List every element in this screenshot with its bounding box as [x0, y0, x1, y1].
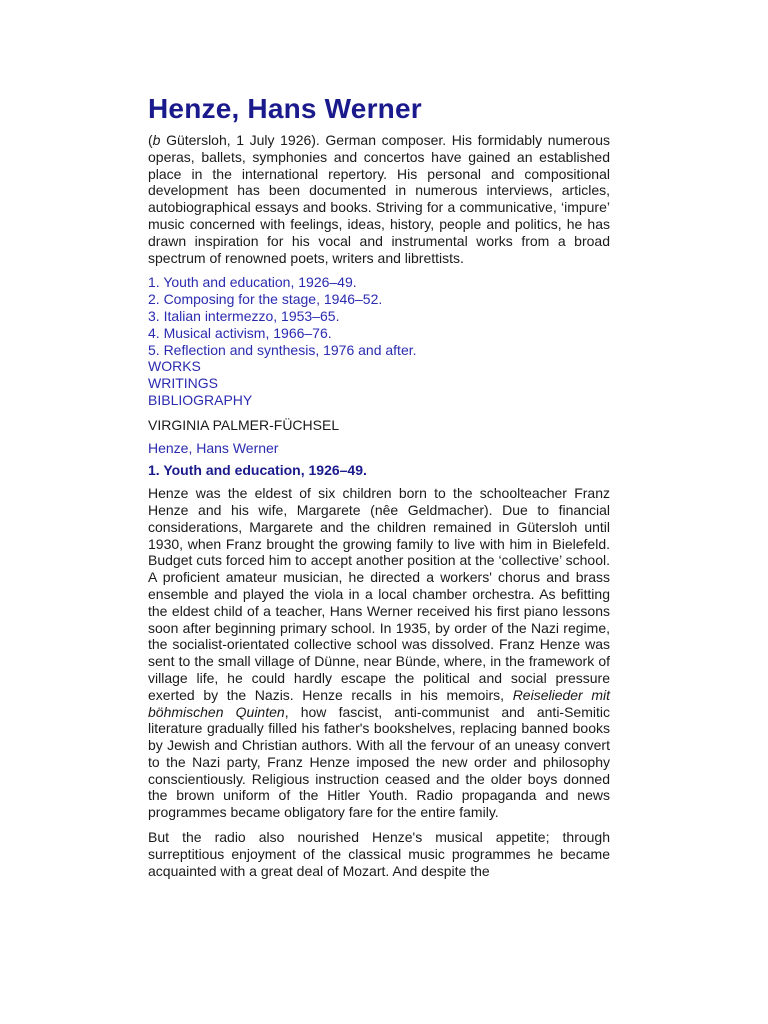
page-title: Henze, Hans Werner: [148, 93, 422, 124]
article: [148, 92, 610, 887]
paragraph-text: , how fascist, anti-communist and anti-Semitic literature gradually filled his father's bookshelves, replacing banned books by Jewish and Christian authors. With all the fervour of an uneasy convert to the Nazi party, Franz Henze imposed the new order and philosophy conscientiously. Religious instruction ceased and the older boys donned the brown uniform of the Hitler Youth. Radio propaganda and news programmes became obligatory fare for the entire family.: [148, 703, 610, 821]
toc-link-writings[interactable]: WRITINGS: [148, 375, 218, 392]
section-paragraph-2: But the radio also nourished Henze's musical appetite; through surreptitious enjoyment of the classical music programmes he became acquainted with a great deal of Mozart. And despite the: [148, 829, 610, 879]
toc-link-reflection[interactable]: 5. Reflection and synthesis, 1976 and after.: [148, 341, 417, 358]
toc-link-italian[interactable]: 3. Italian intermezzo, 1953–65.: [148, 307, 340, 324]
toc-link-activism[interactable]: 4. Musical activism, 1966–76.: [148, 324, 332, 341]
intro-born-abbrev: b: [152, 132, 161, 148]
table-of-contents: [148, 274, 610, 408]
breadcrumb[interactable]: Henze, Hans Werner: [148, 439, 279, 456]
intro-paragraph: [148, 132, 610, 266]
intro-open-paren: (: [148, 132, 153, 148]
section-paragraph-1: [148, 485, 610, 821]
toc-link-works[interactable]: WORKS: [148, 358, 201, 375]
book-title: Reiselieder mit böhmischen Quinten: [148, 686, 611, 720]
author-name: VIRGINIA PALMER-FÜCHSEL: [148, 416, 340, 433]
toc-link-bibliography[interactable]: BIBLIOGRAPHY: [148, 391, 253, 408]
toc-link-stage[interactable]: 2. Composing for the stage, 1946–52.: [148, 291, 383, 308]
paragraph-text: Henze was the eldest of six children born to the schoolteacher Franz Henze and his wife, Margarete (nêe Geldmacher). Due to financial considerations, Margarete and the children remained in Gütersloh until 1930, when Franz brought the growing family to live with him in Bielefeld. Budget cuts forced him to accept another position at the ‘collective’ school. A proficient amateur musician, he directed a workers' chorus and brass ensemble and played the viola in a local chamber orchestra. As befitting the eldest child of a teacher, Hans Werner received his first piano lessons soon after beginning primary school. In 1935, by order of the Nazi regime, the socialist-orientated collective school was dissolved. Franz Henze was sent to the small village of Dünne, near Bünde, where, in the framework of village life, he could hardly escape the political and social pressure exerted by the Nazis. Henze recalls in his memoirs,: [148, 485, 610, 703]
toc-link-youth[interactable]: 1. Youth and education, 1926–49.: [148, 274, 357, 291]
section-heading: 1. Youth and education, 1926–49.: [148, 462, 367, 479]
intro-text: Gütersloh, 1 July 1926). German composer. His formidably numerous operas, ballets, symphonies and concertos have gained an established place in the international repertory. His personal and compositional development has been documented in numerous interviews, articles, autobiographical essays and books. Striving for a communicative, ‘impure’ music concerned with feelings, ideas, history, people and politics, he has drawn inspiration for his vocal and instrumental works from a broad spectrum of renowned poets, writers and librettists.: [148, 132, 610, 266]
